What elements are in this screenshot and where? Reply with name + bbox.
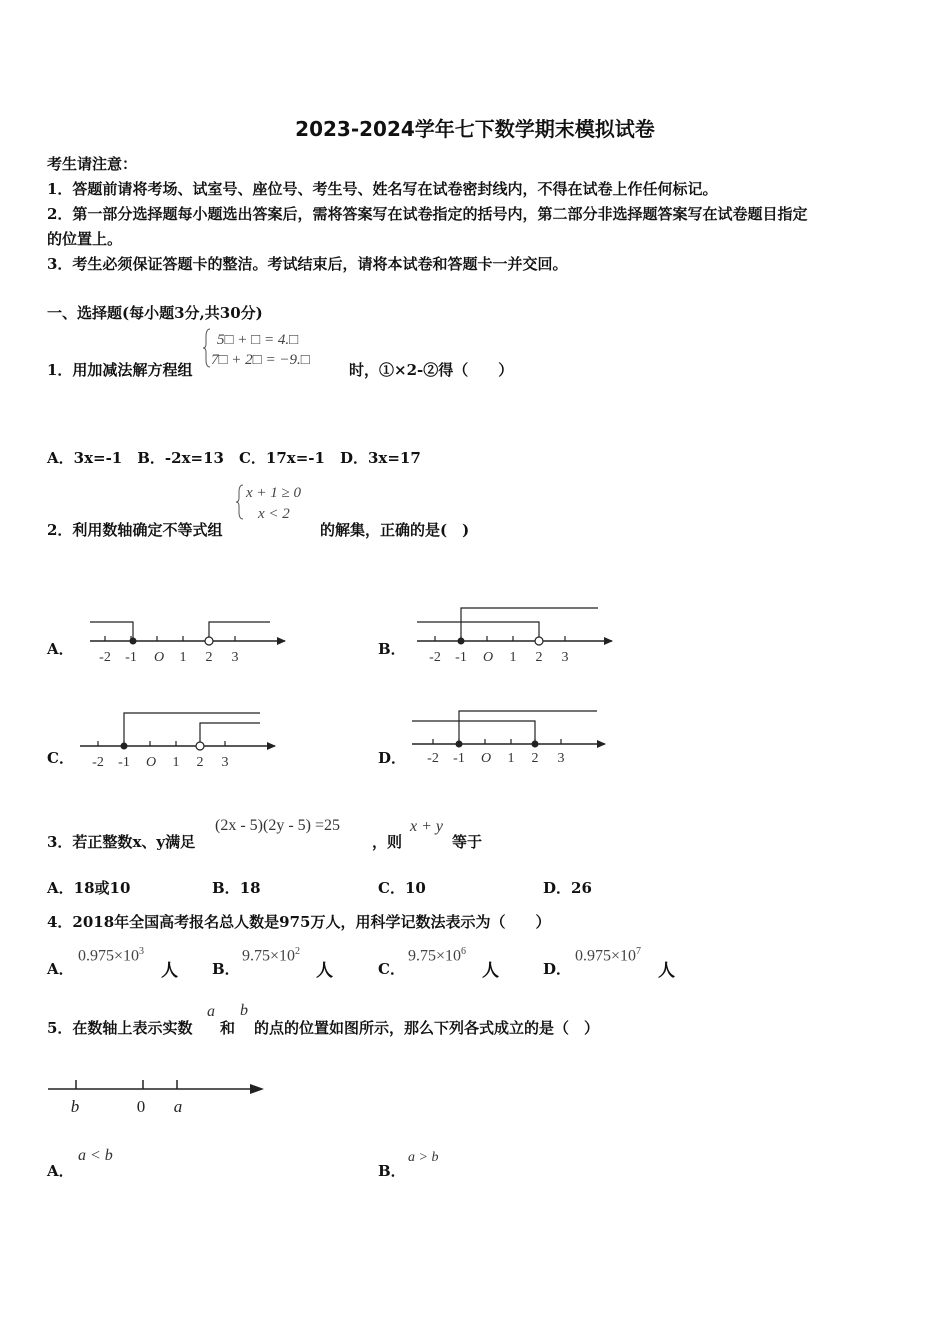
tick-label: 1 bbox=[179, 650, 187, 665]
q2-option-label: A． bbox=[47, 640, 74, 658]
tick-label: 1 bbox=[509, 650, 517, 665]
q3-expression-2: x + y bbox=[410, 818, 443, 835]
q1-equation-system bbox=[203, 326, 343, 370]
q3-option-a: A．18或10 bbox=[47, 879, 131, 897]
page-title: 2023-2024学年七下数学期末模拟试卷 bbox=[295, 117, 655, 141]
q4-option-a-label: A． bbox=[47, 960, 74, 978]
tick-label: 3 bbox=[561, 650, 569, 665]
q5-var-b: b bbox=[240, 1002, 248, 1019]
q4-option-b-unit: 人 bbox=[316, 961, 333, 981]
q4-option-c-unit: 人 bbox=[482, 961, 499, 981]
tick-label: 2 bbox=[205, 650, 213, 665]
notice-item: 2．第一部分选择题每小题选出答案后，需将答案写在试卷指定的括号内，第二部分非选择题答案写在试卷题目指定 bbox=[47, 205, 808, 223]
tick-label: -2 bbox=[99, 650, 111, 665]
notice-item: 3．考生必须保证答题卡的整洁。考试结束后，请将本试卷和答题卡一并交回。 bbox=[47, 255, 568, 273]
q3-prefix: 3．若正整数x、y满足 bbox=[47, 833, 196, 851]
q2-option-label: C． bbox=[47, 749, 74, 767]
tick-label: -1 bbox=[455, 650, 467, 665]
tick-label: -1 bbox=[118, 755, 130, 770]
q1-options: A．3x=-1 B．-2x=13 C．17x=-1 D．3x=17 bbox=[47, 449, 421, 467]
q5-option-a-label: A． bbox=[47, 1162, 74, 1180]
q2-option-d-numberline bbox=[407, 703, 617, 771]
tick-label: 1 bbox=[172, 755, 180, 770]
tick-label: O bbox=[480, 751, 492, 766]
axis-label-a: a bbox=[173, 1097, 183, 1116]
tick-label: -2 bbox=[427, 751, 439, 766]
tick-label: -1 bbox=[453, 751, 465, 766]
q5-and: 和 bbox=[220, 1019, 236, 1037]
q2-ineq2: x < 2 bbox=[258, 506, 290, 522]
q2-option-b-numberline bbox=[412, 600, 622, 668]
q4-option-d-unit: 人 bbox=[658, 961, 675, 981]
q5-option-b-label: B． bbox=[378, 1162, 406, 1180]
tick-label: O bbox=[482, 650, 494, 665]
tick-label: -2 bbox=[92, 755, 104, 770]
tick-label: 1 bbox=[507, 751, 515, 766]
q5-var-a: a bbox=[207, 1003, 215, 1020]
q2-option-c-numberline bbox=[75, 705, 290, 773]
q2-inequality-system bbox=[232, 481, 322, 525]
q3-suffix: 等于 bbox=[452, 833, 483, 851]
notice-heading: 考生请注意： bbox=[47, 155, 138, 173]
tick-label: 3 bbox=[557, 751, 565, 766]
notice-item: 1．答题前请将考场、试室号、座位号、考生号、姓名写在试卷密封线内，不得在试卷上作任何标记。 bbox=[47, 180, 718, 198]
q4-option-a-value: $0.975\times 10^3$ bbox=[78, 946, 145, 965]
q3-option-b: B．18 bbox=[212, 879, 261, 897]
q4-option-c-label: C． bbox=[378, 960, 405, 978]
tick-label: 2 bbox=[535, 650, 543, 665]
q4-option-b-label: B． bbox=[212, 960, 240, 978]
q1-suffix: 时，①×2-②得（ ） bbox=[349, 361, 514, 379]
q3-expression: (2x - 5)(2y - 5) =25 bbox=[215, 817, 340, 834]
q5-option-b-expr: a > b bbox=[408, 1150, 439, 1165]
q4-option-c-value: $9.75\times 10^6$ bbox=[408, 946, 467, 965]
q4-option-d-label: D． bbox=[543, 960, 572, 978]
tick-label: O bbox=[145, 755, 157, 770]
q3-mid: ，则 bbox=[372, 833, 403, 851]
q4-text: 4．2018年全国高考报名总人数是975万人，用科学记数法表示为（ ） bbox=[47, 913, 551, 931]
tick-label: -1 bbox=[125, 650, 137, 665]
q2-ineq1: x + 1 ≥ 0 bbox=[246, 485, 302, 501]
tick-label: 2 bbox=[531, 751, 539, 766]
q3-option-c: C．10 bbox=[378, 879, 426, 897]
tick-label: -2 bbox=[429, 650, 441, 665]
section-heading: 一、选择题(每小题3分,共30分) bbox=[47, 304, 263, 322]
q2-option-label: D． bbox=[378, 749, 407, 767]
q4-option-d-value: $0.975\times 10^7$ bbox=[575, 946, 642, 965]
tick-label: O bbox=[153, 650, 165, 665]
q5-suffix: 的点的位置如图所示，那么下列各式成立的是（ ） bbox=[254, 1019, 600, 1037]
q1-eq1: 5□ + □ = 4.□ bbox=[217, 332, 299, 348]
q4-option-b-value: $9.75\times 10^2$ bbox=[242, 946, 301, 965]
q1-prefix: 1．用加减法解方程组 bbox=[47, 361, 193, 379]
tick-label: 3 bbox=[221, 755, 229, 770]
q2-suffix: 的解集，正确的是( ) bbox=[320, 521, 470, 539]
q4-option-a-unit: 人 bbox=[161, 961, 178, 981]
q2-option-label: B． bbox=[378, 640, 406, 658]
notice-item: 的位置上。 bbox=[47, 230, 123, 248]
q2-option-a-numberline bbox=[85, 612, 295, 668]
axis-label-zero: 0 bbox=[136, 1097, 146, 1116]
q2-prefix: 2．利用数轴确定不等式组 bbox=[47, 521, 223, 539]
tick-label: 2 bbox=[196, 755, 204, 770]
q5-prefix: 5．在数轴上表示实数 bbox=[47, 1019, 193, 1037]
axis-label-b: b bbox=[70, 1097, 80, 1116]
q1-eq2: 7□ + 2□ = −9.□ bbox=[211, 352, 310, 368]
q3-option-d: D．26 bbox=[543, 879, 592, 897]
q5-option-a-expr: a < b bbox=[78, 1147, 113, 1164]
q5-numberline bbox=[44, 1074, 270, 1118]
tick-label: 3 bbox=[231, 650, 239, 665]
